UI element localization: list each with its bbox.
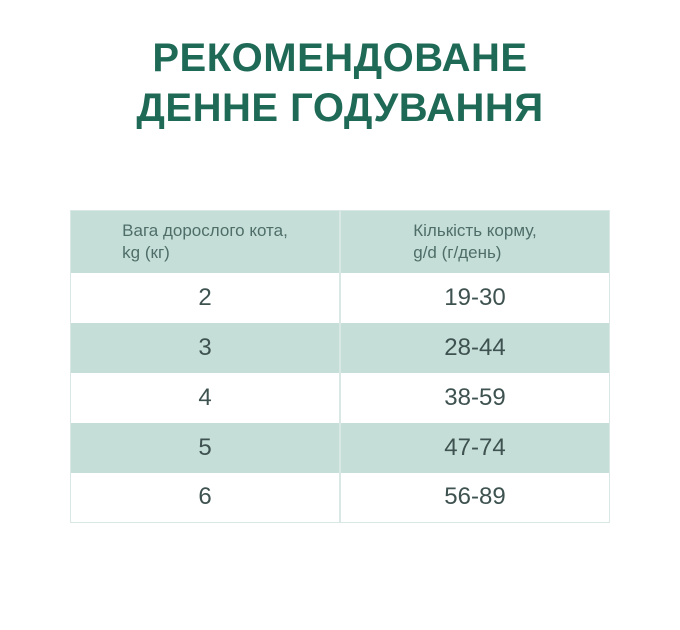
- page-title-line-1: РЕКОМЕНДОВАНЕ: [152, 36, 528, 80]
- page-title: [0, 0, 680, 133]
- weight-cell: 3: [198, 333, 212, 361]
- weight-cell: 2: [198, 283, 212, 311]
- weight-column-header-text: [122, 220, 288, 264]
- table-row-weight-3: [71, 323, 610, 373]
- amount-column-header: [340, 211, 610, 273]
- weight-cell: 4: [198, 383, 212, 411]
- amount-cell: 56-89: [340, 473, 610, 523]
- amount-cell: 19-30: [340, 273, 610, 323]
- amount-column-title: Кількість корму,: [413, 220, 537, 240]
- amount-cell: 28-44: [340, 323, 610, 373]
- amount-cell: 38-59: [340, 373, 610, 423]
- table-row-weight-4: [71, 373, 610, 423]
- table-row-weight-2: [71, 273, 610, 323]
- page-title-line-2: ДЕННЕ ГОДУВАННЯ: [136, 86, 544, 130]
- feeding-table-header-row: [71, 211, 610, 273]
- weight-cell: 6: [198, 483, 212, 511]
- feeding-table-body: [71, 273, 610, 523]
- weight-column-unit: kg (кг): [122, 242, 170, 262]
- amount-column-unit: g/d (г/день): [413, 242, 502, 262]
- feeding-table: [70, 210, 610, 523]
- feeding-table-head: [71, 211, 610, 273]
- weight-column-header: [71, 211, 341, 273]
- amount-column-header-text: [413, 220, 536, 264]
- table-row-weight-5: [71, 423, 610, 473]
- amount-cell: 47-74: [340, 423, 610, 473]
- weight-cell: 5: [198, 433, 212, 461]
- table-row-weight-6: [71, 473, 610, 523]
- weight-column-title: Вага дорослого кота,: [122, 220, 288, 240]
